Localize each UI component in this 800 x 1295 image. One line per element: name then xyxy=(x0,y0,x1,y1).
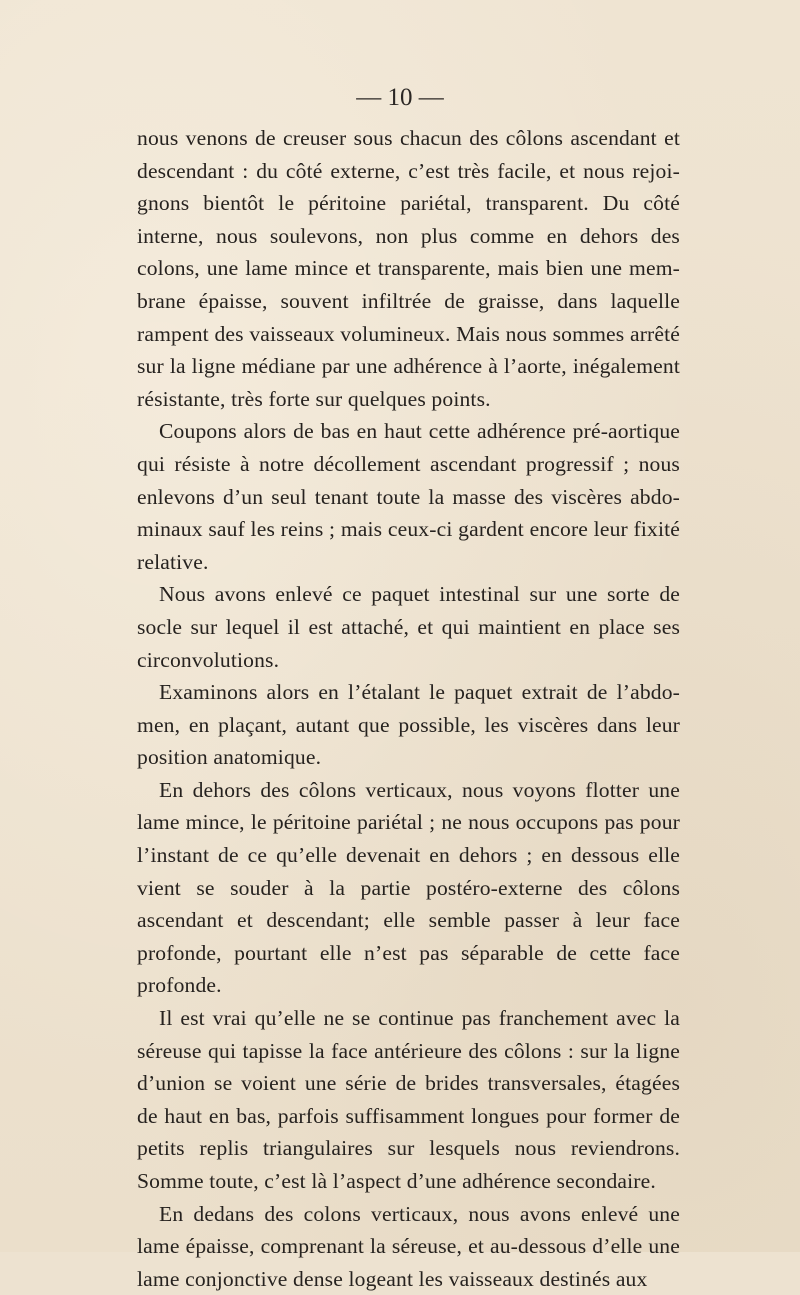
paragraph: Il est vrai qu’elle ne se continue pas franchement avec la séreuse qui tapisse la face antérieure des côlons : sur la ligne d’union se voient une série de brides transversales, étagées de haut en bas, parfois suffisamment longues pour former de petits replis triangulaires sur lesquels nous reviendrons. Somme toute, c’est là l’aspect d’une adhérence secondaire. xyxy=(137,1006,680,1193)
body-text xyxy=(137,122,680,1295)
paragraph: Nous avons enlevé ce paquet intestinal sur une sorte de socle sur lequel il est attaché, et qui maintient en place ses circonvolutions. xyxy=(137,582,680,672)
page-number: — 10 — xyxy=(356,84,444,111)
paragraph: En dedans des colons verticaux, nous avons enlevé une lame épaisse, comprenant la séreuse, et au-dessous d’elle une lame conjonctive dense logeant les vaisseaux destinés aux xyxy=(137,1201,680,1291)
paragraph: En dehors des côlons verticaux, nous voyons flotter une lame mince, le péritoine pariétal ; ne nous occupons pas pour l’instant de ce qu’elle devenait en dehors ; en dessous elle vient se souder à la partie postéro-externe des côlons ascendant et descendant; elle semble passer à leur face profonde, pourtant elle n’est pas séparable de cette face profonde. xyxy=(137,777,680,998)
paragraph: Coupons alors de bas en haut cette adhérence pré-aortique qui résiste à notre décollement ascendant progressif ; nous enlevons d’un seul tenant toute la masse des viscères abdo-minaux sauf les reins ; mais ceux-ci gardent encore leur fixité relative. xyxy=(137,419,680,574)
paragraph: nous venons de creuser sous chacun des côlons ascendant et descendant : du côté externe, c’est très facile, et nous rejoi-gnons bientôt le péritoine pariétal, transparent. Du côté interne, nous soulevons, non plus comme en dehors des colons, une lame mince et transparente, mais bien une mem-brane épaisse, souvent infiltrée de graisse, dans laquelle rampent des vaisseaux volumineux. Mais nous sommes arrêté sur la ligne médiane par une adhérence à l’aorte, inégalement résistante, très forte sur quelques points. xyxy=(137,126,680,411)
paragraph: Examinons alors en l’étalant le paquet extrait de l’abdo-men, en plaçant, autant que possible, les viscères dans leur position anatomique. xyxy=(137,680,680,770)
